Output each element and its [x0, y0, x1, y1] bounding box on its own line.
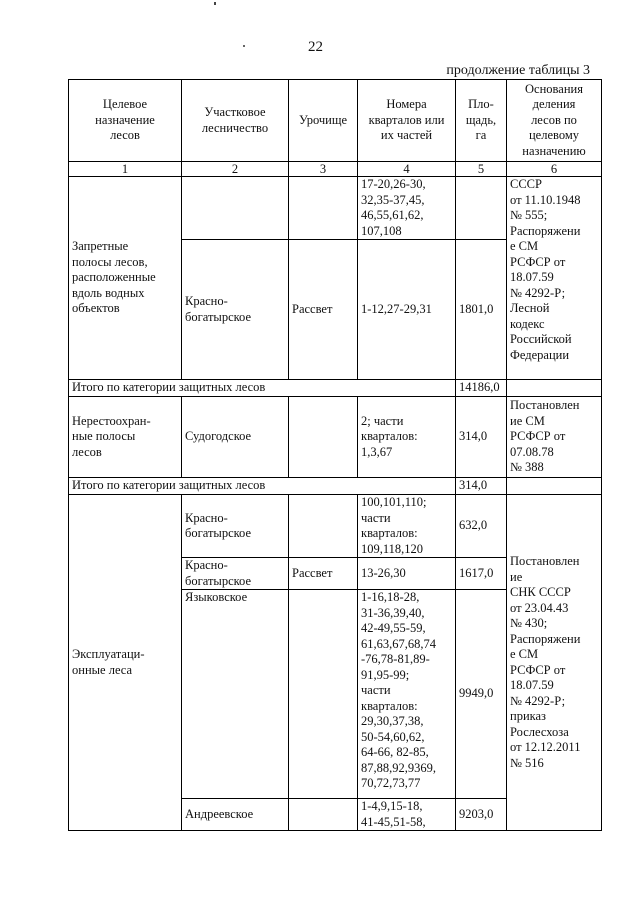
table-row: [69, 177, 602, 240]
area-cell: 1617,0: [456, 558, 507, 590]
total-label: Итого по категории защитных лесов: [69, 380, 456, 397]
tract-cell: Рассвет: [289, 240, 358, 380]
cell-text-line: 1,3,67: [361, 444, 393, 459]
cell-text-line: Российской: [510, 332, 572, 346]
tract-cell: [289, 397, 358, 478]
header-quarters: [358, 80, 456, 162]
cell-text-line: лесов: [72, 444, 102, 459]
forestry-cell: [182, 495, 289, 558]
cell-text-line: 100,101,110;: [361, 495, 427, 509]
column-number: 1: [69, 162, 182, 177]
cell-text-line: СССР: [510, 177, 542, 191]
cell-text-line: их частей: [380, 128, 433, 143]
total-row: [69, 478, 602, 495]
cell-text-line: 91,95-99;: [361, 667, 410, 682]
basis-cell: [507, 495, 602, 831]
cell-text-line: 07.08.78: [510, 444, 554, 459]
cell-text-line: 2; части: [361, 413, 404, 428]
cell-text-line: Запретные: [72, 239, 129, 254]
cell-text-line: е СМ: [510, 647, 539, 661]
total-label: Итого по категории защитных лесов: [69, 478, 456, 495]
cell-text-line: Красно-: [185, 294, 228, 308]
cell-text-line: богатырское: [185, 573, 252, 588]
cell-text-line: части: [361, 510, 391, 525]
purpose-cell: [69, 495, 182, 831]
cell-text-line: 109,118,120: [361, 541, 424, 556]
column-number: 5: [456, 162, 507, 177]
header-row: [69, 80, 602, 162]
cell-text-line: № 555;: [510, 208, 548, 222]
cell-text-line: № 4292-Р;: [510, 693, 566, 708]
cell-text-line: 42-49,55-59,: [361, 621, 426, 635]
forestry-cell: Языковское: [182, 590, 289, 799]
tract-cell: [289, 495, 358, 558]
column-number: 3: [289, 162, 358, 177]
cell-text-line: онные леса: [72, 662, 133, 677]
cell-text-line: Постановлен: [510, 398, 580, 413]
cell-text-line: части: [361, 683, 391, 697]
forestry-cell: [182, 240, 289, 380]
cell-text-line: Рослесхоза: [510, 724, 569, 739]
cell-text-line: СНК СССР: [510, 585, 571, 599]
cell-text-line: лесов по: [531, 112, 577, 127]
quarters-cell: 1-12,27-29,31: [358, 240, 456, 380]
purpose-cell: [69, 397, 182, 478]
cell-text-line: расположенные: [72, 270, 156, 285]
header-basis: [507, 80, 602, 162]
cell-text-line: 64-66, 82-85,: [361, 745, 429, 759]
table-row: [69, 495, 602, 558]
cell-text-line: Красно-: [185, 510, 228, 525]
cell-text-line: лесничество: [201, 120, 269, 135]
cell-text-line: кварталов или: [368, 112, 445, 127]
header-area: [456, 80, 507, 162]
cell-text-line: Распоряжени: [510, 223, 581, 238]
area-cell: [456, 177, 507, 240]
cell-text-line: га: [475, 128, 487, 143]
cell-text-line: 87,88,92,9369,: [361, 760, 436, 775]
header-purpose: [69, 80, 182, 162]
cell-text-line: № 4292-Р;: [510, 285, 566, 300]
table-row: [69, 397, 602, 478]
cell-text-line: Урочище: [298, 112, 348, 127]
cell-text-line: Лесной: [510, 301, 550, 315]
tract-cell: [289, 177, 358, 240]
cell-text-line: от 12.12.2011: [510, 740, 581, 754]
cell-text-line: 32,35-37,45,: [361, 192, 425, 207]
forestry-cell: [182, 177, 289, 240]
table-continuation-caption: продолжение таблицы 3: [446, 63, 590, 78]
cell-text-line: кодекс: [510, 316, 545, 331]
cell-text-line: ные полосы: [72, 429, 136, 444]
cell-text-line: целевому: [528, 128, 579, 143]
total-row: [69, 380, 602, 397]
quarters-cell: [358, 177, 456, 240]
cell-text-line: 41-45,51-58,: [361, 814, 426, 829]
total-area: 14186,0: [456, 380, 507, 397]
tract-cell: [289, 799, 358, 831]
cell-text-line: 107,108: [361, 223, 402, 238]
cell-text-line: вдоль водных: [72, 285, 145, 300]
cell-text-line: 17-20,26-30,: [361, 177, 426, 191]
forestry-cell: Судогодское: [182, 397, 289, 478]
cell-text-line: богатырское: [185, 526, 252, 540]
cell-text-line: кварталов:: [361, 526, 418, 540]
total-basis-cell: [507, 380, 602, 397]
cell-text-line: богатырское: [185, 309, 252, 324]
cell-text-line: 1-16,18-28,: [361, 590, 420, 604]
quarters-cell: [358, 799, 456, 831]
cell-text-line: 29,30,37,38,: [361, 714, 424, 728]
cell-text-line: РСФСР от: [510, 429, 566, 444]
cell-text-line: ие СМ: [510, 413, 545, 428]
cell-text-line: Постановлен: [510, 554, 580, 568]
quarters-cell: [358, 397, 456, 478]
column-number: 2: [182, 162, 289, 177]
total-basis-cell: [507, 478, 602, 495]
cell-text-line: от 11.10.1948: [510, 192, 581, 207]
total-area: 314,0: [456, 478, 507, 495]
area-cell: 9203,0: [456, 799, 507, 831]
header-tract: [289, 80, 358, 162]
cell-text-line: № 388: [510, 460, 544, 475]
cell-text-line: № 430;: [510, 616, 548, 630]
forestry-cell: Андреевское: [182, 799, 289, 831]
cell-text-line: 18.07.59: [510, 270, 554, 284]
cell-text-line: Красно-: [185, 558, 228, 572]
cell-text-line: лесов: [110, 128, 140, 143]
header-forestry: [182, 80, 289, 162]
cell-text-line: 31-36,39,40,: [361, 605, 425, 620]
column-number: 4: [358, 162, 456, 177]
cell-text-line: Пло-: [468, 97, 494, 112]
cell-text-line: 61,63,67,68,74: [361, 636, 436, 651]
cell-text-line: деления: [532, 97, 576, 112]
area-cell: 1801,0: [456, 240, 507, 380]
basis-cell: [507, 177, 602, 380]
cell-text-line: приказ: [510, 709, 546, 723]
cell-text-line: 50-54,60,62,: [361, 729, 425, 744]
forest-purpose-table: [68, 79, 602, 831]
cell-text-line: кварталов:: [361, 698, 418, 713]
cell-text-line: РСФСР от: [510, 254, 566, 269]
quarters-cell: [358, 590, 456, 799]
quarters-cell: 13-26,30: [358, 558, 456, 590]
column-number-row: [69, 162, 602, 177]
cell-text-line: Участковое: [204, 105, 266, 119]
cell-text-line: 1-4,9,15-18,: [361, 799, 423, 813]
cell-text-line: назначению: [522, 143, 586, 158]
area-cell: 314,0: [456, 397, 507, 478]
cell-text-line: назначение: [95, 112, 155, 127]
page-number: 22: [308, 39, 323, 55]
cell-text-line: № 516: [510, 755, 544, 770]
cell-text-line: 18.07.59: [510, 678, 554, 692]
cell-text-line: 70,72,73,77: [361, 776, 421, 790]
cell-text-line: Нерестоохран-: [72, 413, 151, 428]
cell-text-line: объектов: [72, 301, 120, 316]
area-cell: 632,0: [456, 495, 507, 558]
cell-text-line: полосы лесов,: [72, 254, 148, 269]
purpose-cell: [69, 177, 182, 380]
forestry-cell: [182, 558, 289, 590]
tract-cell: [289, 590, 358, 799]
cell-text-line: РСФСР от: [510, 662, 566, 677]
cell-text-line: Распоряжени: [510, 631, 581, 646]
cell-text-line: от 23.04.43: [510, 600, 569, 615]
cell-text-line: Целевое: [102, 97, 148, 112]
cell-text-line: Федерации: [510, 347, 570, 362]
column-number: 6: [507, 162, 602, 177]
scan-speck: [214, 2, 216, 5]
tract-cell: Рассвет: [289, 558, 358, 590]
cell-text-line: -76,78-81,89-: [361, 652, 430, 666]
cell-text-line: кварталов:: [361, 429, 418, 444]
cell-text-line: Номера: [386, 97, 427, 112]
cell-text-line: щадь,: [465, 112, 497, 127]
cell-text-line: ие: [510, 569, 523, 584]
quarters-cell: [358, 495, 456, 558]
cell-text-line: е СМ: [510, 239, 539, 253]
cell-text-line: Основания: [525, 81, 583, 96]
basis-cell: [507, 397, 602, 478]
cell-text-line: 46,55,61,62,: [361, 208, 424, 222]
area-cell: 9949,0: [456, 590, 507, 799]
cell-text-line: Эксплуатаци-: [72, 647, 145, 661]
